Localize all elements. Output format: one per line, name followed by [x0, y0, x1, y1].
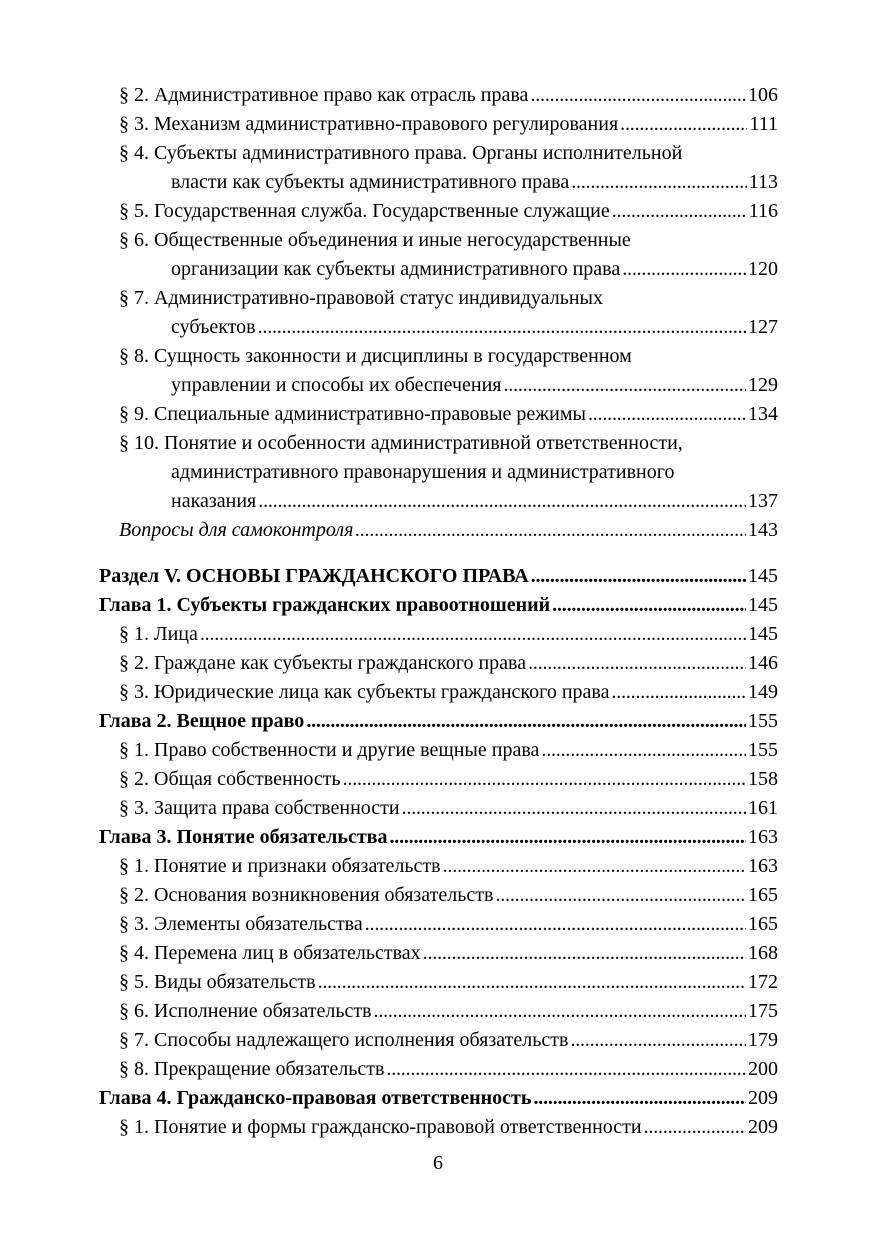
table-of-contents	[99, 81, 778, 1142]
toc-entry-title: § 3. Механизм административно-правового регулирования	[119, 113, 619, 135]
toc-entry-page: 145	[748, 594, 778, 616]
page-number: 6	[433, 1152, 443, 1174]
toc-entry[interactable]	[99, 1113, 778, 1142]
toc-entry-title: наказания	[171, 490, 257, 512]
toc-entry-page: 134	[748, 403, 778, 425]
toc-entry[interactable]	[99, 487, 778, 516]
dot-leader	[552, 591, 746, 620]
toc-entry[interactable]	[99, 765, 778, 794]
dot-leader	[258, 487, 746, 516]
toc-entry[interactable]	[99, 400, 778, 429]
toc-entry-page: 143	[748, 519, 778, 541]
toc-entry[interactable]	[99, 736, 778, 765]
dot-leader	[571, 168, 747, 197]
toc-entry-title: Глава 1. Субъекты гражданских правоотношений	[99, 594, 551, 616]
toc-entry[interactable]	[99, 1026, 778, 1055]
toc-entry[interactable]	[99, 881, 778, 910]
toc-entry-title: § 3. Защита права собственности	[119, 797, 400, 819]
dot-leader	[530, 81, 746, 110]
dot-leader	[531, 562, 746, 591]
toc-entry-title: Вопросы для самоконтроля	[119, 519, 354, 541]
toc-entry-page: 200	[748, 1058, 778, 1080]
toc-entry-title: организации как субъекты административного права	[171, 258, 621, 280]
dot-leader	[306, 707, 746, 736]
toc-entry-page: 155	[748, 739, 778, 761]
toc-entry-title: Глава 4. Гражданско-правовая ответственность	[99, 1087, 532, 1109]
toc-entry-title: § 6. Исполнение обязательств	[119, 1000, 372, 1022]
dot-leader	[258, 313, 746, 342]
toc-entry-page: 145	[748, 623, 778, 645]
toc-chapter-heading[interactable]	[99, 591, 778, 620]
toc-entry-title: § 3. Юридические лица как субъекты гражданского права	[119, 681, 610, 703]
toc-entry-title: § 2. Общая собственность	[119, 768, 341, 790]
toc-entry-page: 165	[748, 913, 778, 935]
toc-entry-title: § 2. Административное право как отрасль права	[119, 84, 529, 106]
toc-entry-page: 175	[748, 1000, 778, 1022]
toc-entry-title: § 4. Субъекты административного права. Органы исполнительной	[119, 142, 683, 164]
toc-entry-title: административного правонарушения и административного	[171, 461, 675, 483]
dot-leader	[541, 736, 746, 765]
toc-entry-page: 163	[748, 826, 778, 848]
dot-leader	[644, 1113, 746, 1142]
toc-entry-page: 209	[748, 1116, 778, 1138]
toc-entry-page: 163	[748, 855, 778, 877]
toc-entry-first-line[interactable]	[99, 226, 778, 255]
toc-entry[interactable]	[99, 968, 778, 997]
dot-leader	[200, 620, 746, 649]
toc-entry-title: § 3. Элементы обязательства	[119, 913, 363, 935]
toc-entry[interactable]	[99, 1055, 778, 1084]
toc-entry-page: 149	[748, 681, 778, 703]
toc-entry[interactable]	[99, 939, 778, 968]
dot-leader	[622, 255, 746, 284]
toc-entry-page: 111	[749, 113, 778, 135]
toc-entry-first-line[interactable]	[99, 284, 778, 313]
toc-entry[interactable]	[99, 255, 778, 284]
toc-entry-title: § 6. Общественные объединения и иные негосударственные	[119, 229, 631, 251]
toc-entry[interactable]	[99, 649, 778, 678]
toc-entry-title: § 5. Виды обязательств	[119, 971, 316, 993]
dot-leader	[318, 968, 746, 997]
dot-leader	[570, 1026, 746, 1055]
toc-chapter-heading[interactable]	[99, 823, 778, 852]
toc-entry-first-line[interactable]	[99, 139, 778, 168]
toc-entry[interactable]	[99, 678, 778, 707]
toc-entry[interactable]	[99, 794, 778, 823]
toc-entry-page: 146	[748, 652, 778, 674]
toc-entry-page: 145	[748, 565, 778, 587]
toc-entry[interactable]	[99, 313, 778, 342]
dot-leader	[423, 939, 746, 968]
toc-entry[interactable]	[99, 997, 778, 1026]
toc-entry[interactable]	[99, 197, 778, 226]
toc-entry-title: власти как субъекты административного права	[171, 171, 570, 193]
toc-entry[interactable]	[99, 852, 778, 881]
toc-entry-title: § 1. Понятие и формы гражданско-правовой ответственности	[119, 1116, 642, 1138]
toc-entry-title: Раздел V. ОСНОВЫ ГРАЖДАНСКОГО ПРАВА	[99, 565, 529, 587]
toc-entry-title: § 8. Сущность законности и дисциплины в государственном	[119, 345, 632, 367]
toc-entry-page: 155	[748, 710, 778, 732]
dot-leader	[504, 371, 747, 400]
toc-entry-page: 158	[748, 768, 778, 790]
toc-entry-page: 113	[748, 171, 778, 193]
toc-entry[interactable]	[99, 620, 778, 649]
toc-entry-title: § 1. Право собственности и другие вещные права	[119, 739, 540, 761]
toc-entry-title: § 10. Понятие и особенности административной ответственности,	[119, 432, 683, 454]
dot-leader	[495, 881, 746, 910]
toc-entry-page: 209	[748, 1087, 778, 1109]
toc-entry-page: 116	[748, 200, 778, 222]
toc-entry-title: § 9. Специальные административно-правовые режимы	[119, 403, 586, 425]
dot-leader	[528, 649, 746, 678]
toc-entry-questions[interactable]	[99, 516, 778, 545]
toc-entry[interactable]	[99, 168, 778, 197]
dot-leader	[389, 823, 746, 852]
dot-leader	[343, 765, 746, 794]
toc-entry-title: § 2. Граждане как субъекты гражданского права	[119, 652, 527, 674]
toc-entry-title: субъектов	[171, 316, 256, 338]
dot-leader	[588, 400, 746, 429]
toc-entry-title: § 1. Понятие и признаки обязательств	[119, 855, 441, 877]
toc-entry-page: 161	[748, 797, 778, 819]
toc-entry-continuation[interactable]	[99, 458, 778, 487]
toc-entry-title: § 7. Способы надлежащего исполнения обязательств	[119, 1029, 569, 1051]
toc-entry-title: § 1. Лица	[119, 623, 198, 645]
toc-entry-first-line[interactable]	[99, 342, 778, 371]
toc-entry-page: 106	[748, 84, 778, 106]
dot-leader	[533, 1084, 746, 1113]
dot-leader	[365, 910, 746, 939]
dot-leader	[443, 852, 746, 881]
toc-entry-title: § 4. Перемена лиц в обязательствах	[119, 942, 421, 964]
toc-part-heading[interactable]	[99, 562, 778, 591]
toc-entry-title: § 2. Основания возникновения обязательств	[119, 884, 494, 906]
toc-entry[interactable]	[99, 81, 778, 110]
toc-entry-page: 168	[748, 942, 778, 964]
toc-entry[interactable]	[99, 110, 778, 139]
toc-entry-title: § 5. Государственная служба. Государственные служащие	[119, 200, 610, 222]
dot-leader	[355, 516, 746, 545]
toc-entry-page: 172	[748, 971, 778, 993]
toc-entry-title: управлении и способы их обеспечения	[171, 374, 502, 396]
toc-entry-page: 137	[748, 490, 778, 512]
dot-leader	[620, 110, 747, 139]
toc-entry-page: 120	[748, 258, 778, 280]
dot-leader	[374, 997, 746, 1026]
toc-entry-title: Глава 3. Понятие обязательства	[99, 826, 388, 848]
dot-leader	[611, 678, 746, 707]
dot-leader	[386, 1055, 746, 1084]
dot-leader	[612, 197, 747, 226]
toc-entry-page: 179	[748, 1029, 778, 1051]
dot-leader	[402, 794, 746, 823]
toc-entry[interactable]	[99, 371, 778, 400]
toc-entry-title: § 8. Прекращение обязательств	[119, 1058, 385, 1080]
toc-entry-title: § 7. Административно-правовой статус индивидуальных	[119, 287, 603, 309]
toc-entry-page: 129	[748, 374, 778, 396]
toc-chapter-heading[interactable]	[99, 707, 778, 736]
toc-chapter-heading[interactable]	[99, 1084, 778, 1113]
toc-entry-first-line[interactable]	[99, 429, 778, 458]
toc-entry-title: Глава 2. Вещное право	[99, 710, 305, 732]
toc-entry[interactable]	[99, 910, 778, 939]
toc-entry-page: 165	[748, 884, 778, 906]
toc-entry-page: 127	[748, 316, 778, 338]
